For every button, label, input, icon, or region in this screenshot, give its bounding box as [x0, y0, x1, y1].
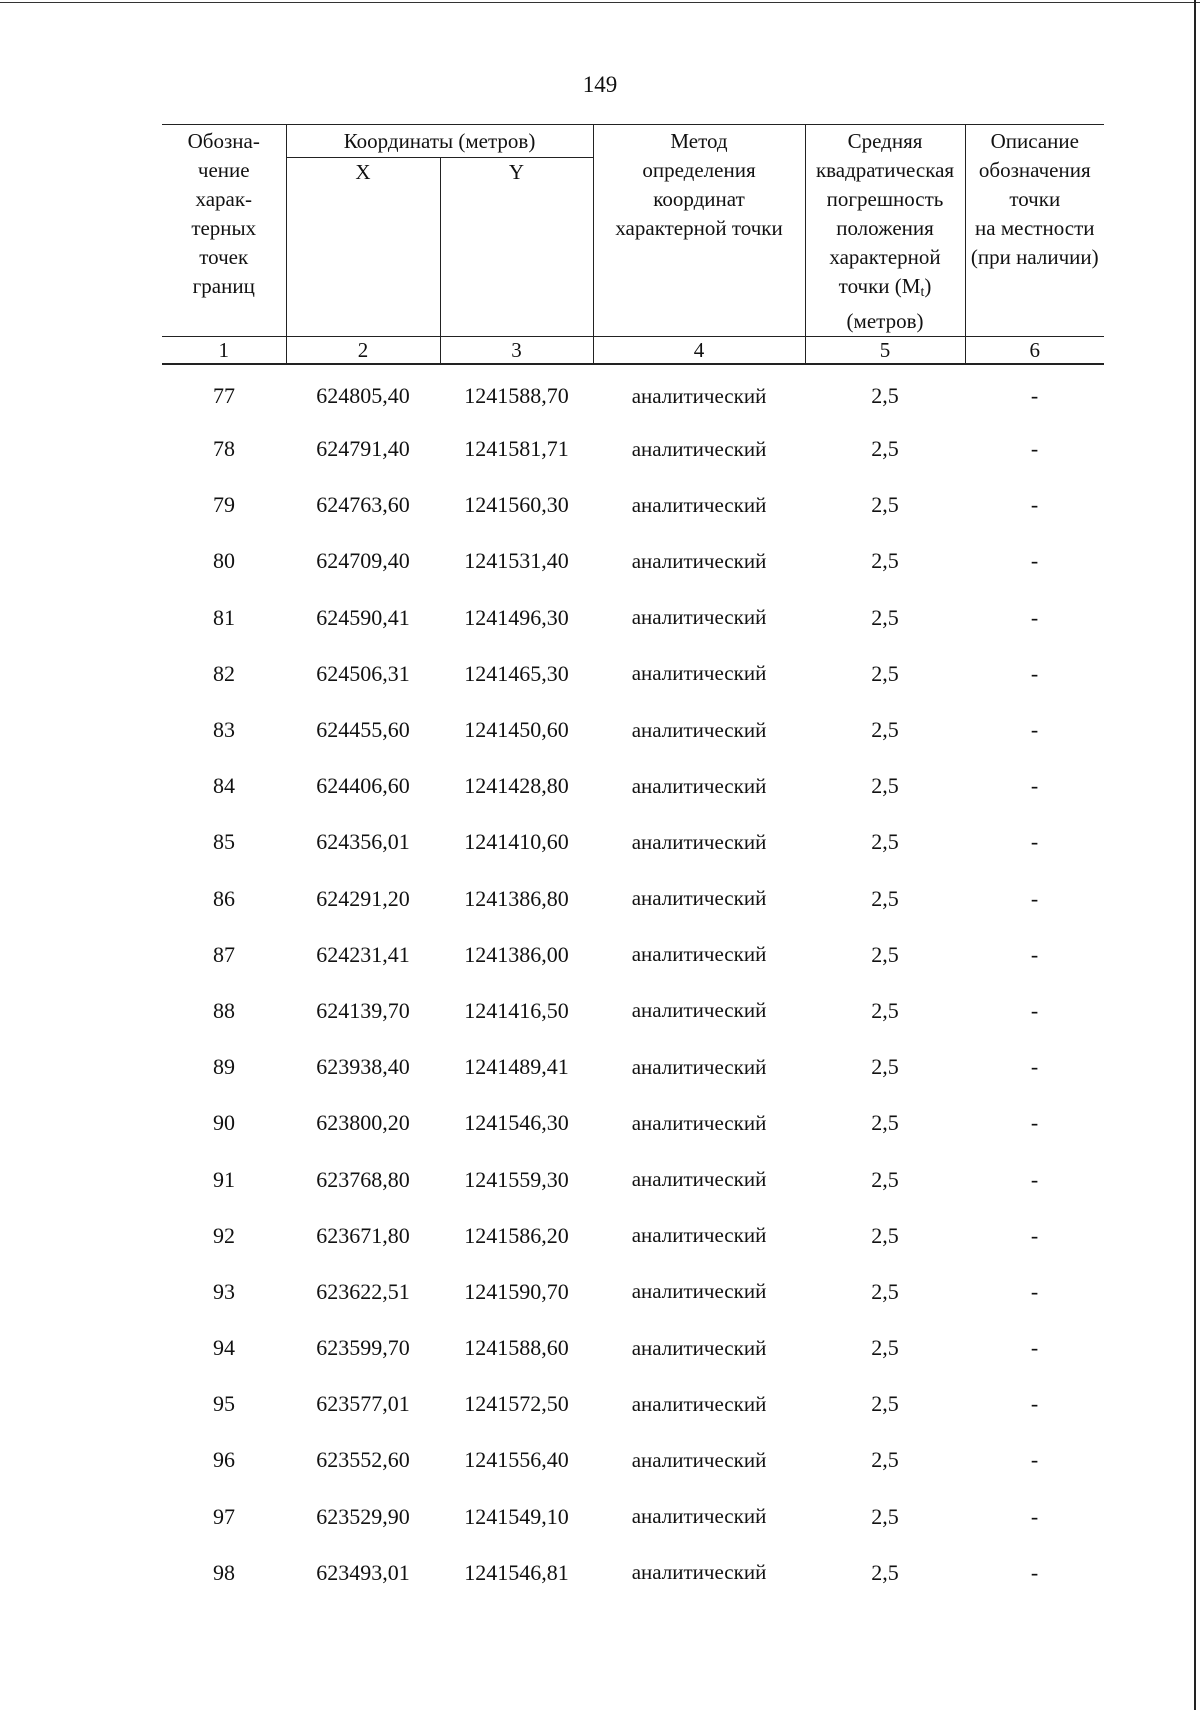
cell-description: -: [1030, 383, 1039, 408]
cell-error: 2,5: [871, 941, 899, 967]
coordinates-table: [162, 124, 1104, 1601]
cell-error: 2,5: [871, 1278, 899, 1304]
cell-point-number: 89: [213, 1054, 235, 1080]
table-row: [162, 1039, 1104, 1095]
cell-error: 2,5: [871, 436, 899, 462]
cell-description: -: [1030, 492, 1039, 518]
cell-error: 2,5: [871, 1391, 899, 1417]
cell-y: 1241581,71: [464, 436, 569, 462]
cell-method: аналитический: [631, 1560, 767, 1585]
table-row: [162, 1376, 1104, 1432]
table-row: [162, 927, 1104, 983]
cell-x: 623529,90: [316, 1503, 410, 1529]
page-top-edge: [0, 2, 1200, 3]
cell-x: 624763,60: [316, 492, 410, 518]
cell-point-number: 90: [213, 1110, 235, 1136]
cell-y: 1241386,00: [464, 941, 569, 967]
cell-error: 2,5: [871, 1335, 899, 1361]
cell-y: 1241531,40: [464, 548, 569, 574]
cell-description: -: [1030, 1278, 1039, 1304]
cell-x: 623599,70: [316, 1335, 410, 1361]
table-row: [162, 1264, 1104, 1320]
cell-point-number: 87: [213, 941, 235, 967]
cell-description: -: [1030, 1559, 1039, 1585]
cell-description: -: [1030, 773, 1039, 799]
cell-x: 624791,40: [316, 436, 410, 462]
cell-x: 623552,60: [316, 1447, 410, 1473]
cell-description: -: [1030, 436, 1039, 462]
cell-method: аналитический: [631, 1110, 767, 1135]
cell-error: 2,5: [871, 1110, 899, 1136]
cell-method: аналитический: [631, 548, 767, 573]
cell-point-number: 91: [213, 1166, 235, 1192]
table-row: [162, 983, 1104, 1039]
cell-method: аналитический: [631, 886, 767, 911]
table-row: [162, 702, 1104, 758]
cell-x: 623800,20: [316, 1110, 410, 1136]
cell-error: 2,5: [871, 1559, 899, 1585]
table-row: [162, 871, 1104, 927]
table-row: [162, 533, 1104, 589]
cell-x: 623671,80: [316, 1222, 410, 1248]
column-number: 2: [286, 337, 440, 365]
cell-x: 624291,20: [316, 885, 410, 911]
table-row: [162, 814, 1104, 870]
table-row: [162, 758, 1104, 814]
column-number: 1: [162, 337, 286, 365]
cell-point-number: 82: [213, 660, 235, 686]
cell-x: 623622,51: [316, 1278, 410, 1304]
table-row: [162, 477, 1104, 533]
cell-point-number: 93: [213, 1278, 235, 1304]
header-mean-square-error: Средняя квадратическая погрешность положения характерной точки (Mt) (метров): [805, 125, 965, 337]
column-number: 3: [440, 337, 593, 365]
cell-description: -: [1030, 941, 1039, 967]
cell-method: аналитический: [631, 1054, 767, 1079]
column-number: 5: [805, 337, 965, 365]
table-row: [162, 646, 1104, 702]
cell-y: 1241559,30: [464, 1166, 569, 1192]
coordinates-table-container: [162, 124, 1104, 1601]
cell-point-number: 94: [213, 1335, 235, 1361]
cell-description: -: [1030, 717, 1039, 743]
cell-point-number: 86: [213, 885, 235, 911]
cell-x: 624506,31: [316, 660, 410, 686]
cell-x: 623768,80: [316, 1166, 410, 1192]
cell-x: 623493,01: [316, 1559, 410, 1585]
cell-y: 1241416,50: [464, 997, 569, 1023]
cell-method: аналитический: [631, 717, 767, 742]
table-row: [162, 1095, 1104, 1151]
cell-y: 1241489,41: [464, 1054, 569, 1080]
cell-method: аналитический: [631, 605, 767, 630]
cell-x: 623577,01: [316, 1391, 410, 1417]
cell-point-number: 95: [213, 1391, 235, 1417]
cell-method: аналитический: [631, 1279, 767, 1304]
header-x: X: [286, 158, 440, 337]
table-body: [162, 364, 1104, 1601]
header-point-designation: Обозна- чение харак- терных точек границ: [162, 125, 286, 337]
cell-error: 2,5: [871, 1054, 899, 1080]
cell-description: -: [1030, 1335, 1039, 1361]
cell-description: -: [1030, 1391, 1039, 1417]
cell-x: 624139,70: [316, 997, 410, 1023]
cell-method: аналитический: [631, 998, 767, 1023]
cell-method: аналитический: [631, 1167, 767, 1192]
cell-method: аналитический: [631, 1335, 767, 1360]
cell-x: 624356,01: [316, 829, 410, 855]
cell-method: аналитический: [631, 1391, 767, 1416]
cell-y: 1241546,30: [464, 1110, 569, 1136]
header-coordinates: Координаты (метров): [286, 125, 593, 158]
cell-description: -: [1030, 1054, 1039, 1080]
cell-error: 2,5: [871, 660, 899, 686]
cell-x: 624805,40: [316, 383, 410, 408]
cell-point-number: 88: [213, 997, 235, 1023]
cell-point-number: 78: [213, 436, 235, 462]
cell-method: аналитический: [631, 1223, 767, 1248]
cell-description: -: [1030, 997, 1039, 1023]
cell-description: -: [1030, 1447, 1039, 1473]
table-row: [162, 1320, 1104, 1376]
cell-method: аналитический: [631, 661, 767, 686]
cell-point-number: 92: [213, 1222, 235, 1248]
cell-x: 624709,40: [316, 548, 410, 574]
cell-point-number: 84: [213, 773, 235, 799]
cell-point-number: 97: [213, 1503, 235, 1529]
cell-error: 2,5: [871, 383, 899, 408]
cell-y: 1241560,30: [464, 492, 569, 518]
cell-method: аналитический: [631, 1504, 767, 1529]
cell-description: -: [1030, 885, 1039, 911]
cell-x: 624590,41: [316, 604, 410, 630]
table-row: [162, 1545, 1104, 1601]
table-row: [162, 1432, 1104, 1488]
cell-error: 2,5: [871, 1222, 899, 1248]
cell-point-number: 80: [213, 548, 235, 574]
cell-y: 1241546,81: [464, 1559, 569, 1585]
cell-y: 1241556,40: [464, 1447, 569, 1473]
cell-y: 1241428,80: [464, 773, 569, 799]
cell-method: аналитический: [631, 492, 767, 517]
cell-error: 2,5: [871, 997, 899, 1023]
cell-x: 624231,41: [316, 941, 410, 967]
cell-description: -: [1030, 1222, 1039, 1248]
cell-description: -: [1030, 1166, 1039, 1192]
cell-description: -: [1030, 1110, 1039, 1136]
cell-error: 2,5: [871, 885, 899, 911]
cell-point-number: 83: [213, 717, 235, 743]
table-row: [162, 421, 1104, 477]
cell-description: -: [1030, 660, 1039, 686]
cell-error: 2,5: [871, 829, 899, 855]
cell-y: 1241588,70: [464, 383, 569, 408]
cell-error: 2,5: [871, 773, 899, 799]
cell-method: аналитический: [631, 829, 767, 854]
cell-description: -: [1030, 604, 1039, 630]
cell-error: 2,5: [871, 1503, 899, 1529]
cell-y: 1241549,10: [464, 1503, 569, 1529]
cell-point-number: 96: [213, 1447, 235, 1473]
column-number: 4: [593, 337, 805, 365]
cell-y: 1241496,30: [464, 604, 569, 630]
column-number: 6: [965, 337, 1104, 365]
table-row: [162, 364, 1104, 421]
table-row: [162, 590, 1104, 646]
page-number: 149: [582, 72, 618, 97]
cell-error: 2,5: [871, 548, 899, 574]
cell-error: 2,5: [871, 1166, 899, 1192]
cell-method: аналитический: [631, 942, 767, 967]
table-row: [162, 1489, 1104, 1545]
cell-error: 2,5: [871, 1447, 899, 1473]
cell-error: 2,5: [871, 604, 899, 630]
table-row: [162, 1151, 1104, 1207]
cell-error: 2,5: [871, 492, 899, 518]
cell-method: аналитический: [631, 773, 767, 798]
cell-method: аналитический: [631, 1447, 767, 1472]
cell-description: -: [1030, 548, 1039, 574]
cell-y: 1241590,70: [464, 1278, 569, 1304]
header-y: Y: [440, 158, 593, 337]
page-right-edge: [1194, 0, 1196, 1710]
cell-y: 1241572,50: [464, 1391, 569, 1417]
cell-error: 2,5: [871, 717, 899, 743]
cell-y: 1241386,80: [464, 885, 569, 911]
cell-method: аналитический: [631, 436, 767, 461]
cell-x: 624406,60: [316, 773, 410, 799]
cell-y: 1241588,60: [464, 1335, 569, 1361]
header-method: Метод определения координат характерной точки: [593, 125, 805, 337]
cell-y: 1241450,60: [464, 717, 569, 743]
cell-description: -: [1030, 1503, 1039, 1529]
cell-x: 624455,60: [316, 717, 410, 743]
cell-y: 1241465,30: [464, 660, 569, 686]
cell-method: аналитический: [631, 383, 767, 408]
cell-y: 1241586,20: [464, 1222, 569, 1248]
cell-y: 1241410,60: [464, 829, 569, 855]
cell-point-number: 77: [213, 383, 235, 408]
cell-point-number: 85: [213, 829, 235, 855]
cell-description: -: [1030, 829, 1039, 855]
cell-x: 623938,40: [316, 1054, 410, 1080]
cell-point-number: 98: [213, 1559, 235, 1585]
cell-point-number: 79: [213, 492, 235, 518]
header-description: Описание обозначения точки на местности (при наличии): [965, 125, 1104, 337]
table-row: [162, 1208, 1104, 1264]
cell-point-number: 81: [213, 604, 235, 630]
